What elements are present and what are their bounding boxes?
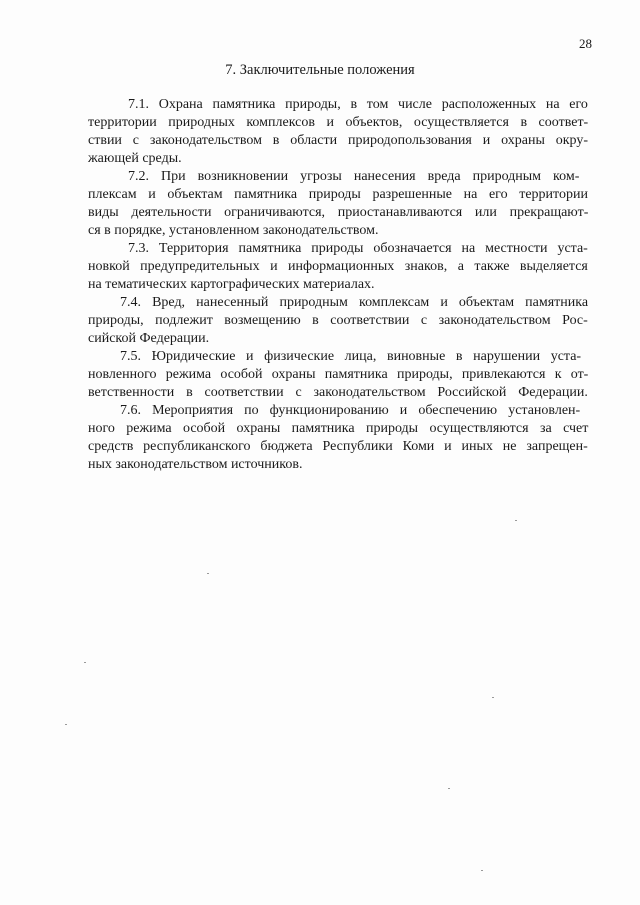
section-title: 7. Заключительные положения xyxy=(225,62,415,78)
text-line: 7.2. При возникновении угрозы нанесения вреда природным ком- xyxy=(128,169,580,184)
text-line: средств республиканского бюджета Республики Коми и иных не запрещен- xyxy=(88,439,588,454)
scan-speck xyxy=(65,724,67,725)
text-line: ных законодательством источников. xyxy=(88,457,303,472)
scan-speck xyxy=(84,662,86,663)
text-line: 7.6. Мероприятия по функционированию и обеспечению установлен- xyxy=(120,403,581,418)
scan-speck xyxy=(492,697,494,698)
scan-speck xyxy=(515,520,517,521)
text-line: сийской Федерации. xyxy=(88,331,210,346)
text-line: 7.5. Юридические и физические лица, виновные в нарушении уста- xyxy=(120,349,582,364)
text-line: территории природных комплексов и объектов, осуществляется в соответ- xyxy=(88,115,589,130)
text-line: виды деятельности ограничиваются, приостанавливаются или прекращают- xyxy=(88,205,589,220)
scan-speck xyxy=(448,788,450,789)
text-line: 7.4. Вред, нанесенный природным комплексам и объектам памятника xyxy=(120,295,589,310)
text-line: 7.3. Территория памятника природы обозначается на местности уста- xyxy=(128,241,588,256)
text-line: на тематических картографических материалах. xyxy=(88,277,375,292)
text-line: природы, подлежит возмещению в соответствии с законодательством Рос- xyxy=(88,313,588,328)
scan-speck xyxy=(207,573,209,574)
text-line: новленного режима особой охраны памятника природы, привлекаются к от- xyxy=(88,367,589,382)
text-line: ветственности в соответствии с законодательством Российской Федерации. xyxy=(88,385,588,400)
text-line: новкой предупредительных и информационных знаков, а также выделяется xyxy=(88,259,588,274)
scan-speck xyxy=(481,870,483,871)
text-line: жающей среды. xyxy=(88,151,182,166)
text-line: ся в порядке, установленном законодательством. xyxy=(88,223,379,238)
page-number: 28 xyxy=(579,36,592,51)
text-line: 7.1. Охрана памятника природы, в том числе расположенных на его xyxy=(128,97,588,112)
text-line: плексам и объектам памятника природы разрешенные на его территории xyxy=(88,187,588,202)
text-line: ствии с законодательством в области природопользования и охраны окру- xyxy=(88,133,589,148)
text-line: ного режима особой охраны памятника природы осуществляются за счет xyxy=(88,421,589,436)
